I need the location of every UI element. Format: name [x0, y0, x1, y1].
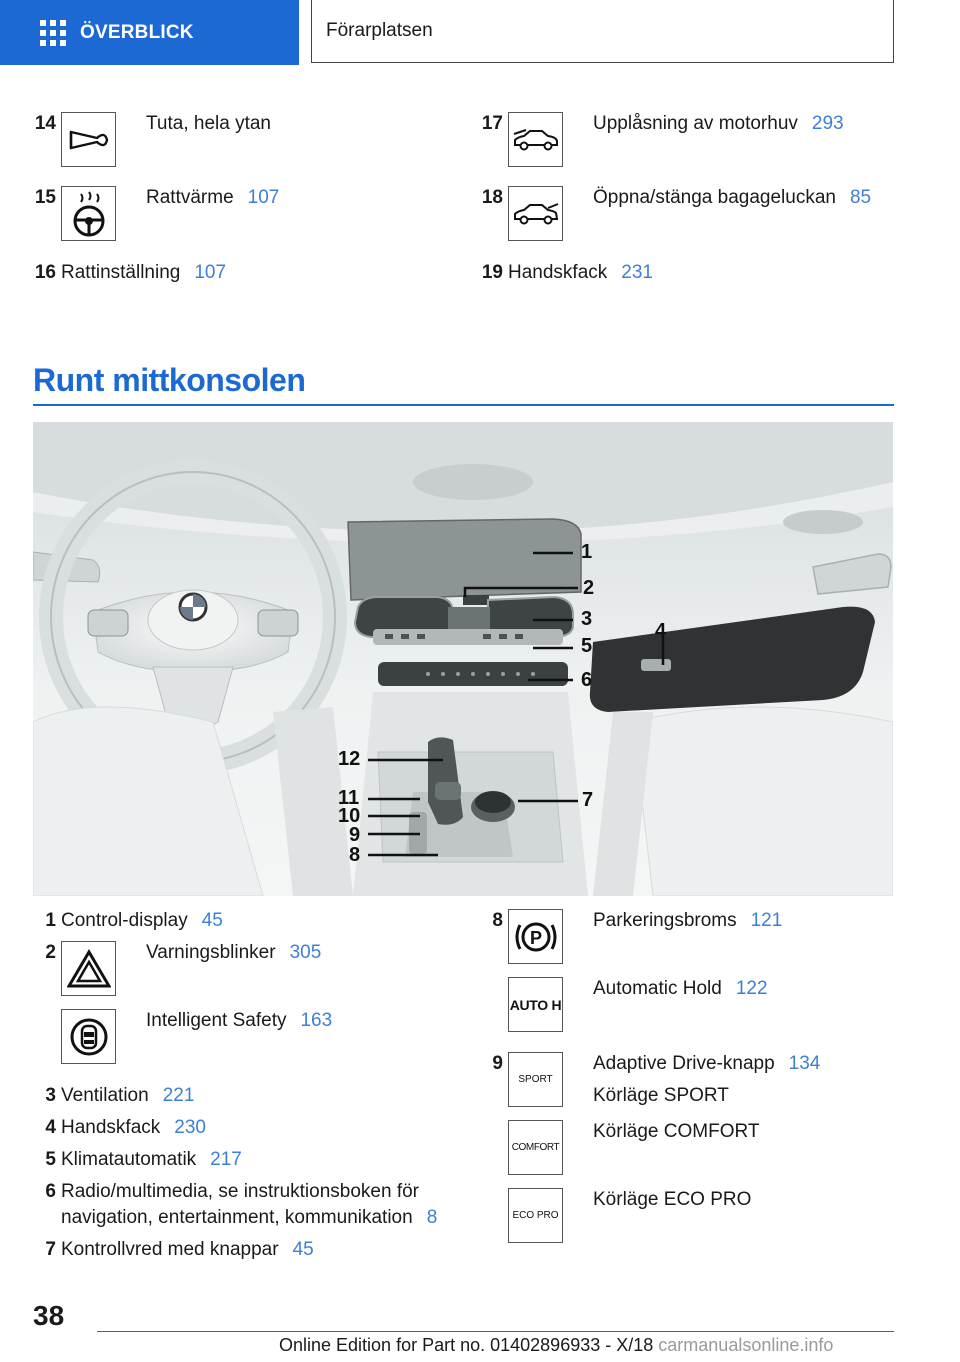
item-number: 7	[45, 1239, 56, 1260]
car-hood-icon	[508, 112, 563, 167]
grid-menu-icon	[40, 20, 66, 46]
callout-number: 6	[581, 669, 593, 691]
page-ref-link[interactable]: 221	[162, 1085, 195, 1106]
sport-button-icon	[508, 1052, 563, 1107]
callout-number: 7	[582, 789, 594, 811]
item-number: 16	[34, 262, 56, 283]
page-ref-link[interactable]: 134	[788, 1053, 821, 1074]
page-number: 38	[33, 1300, 65, 1331]
item-number: 6	[45, 1181, 56, 1202]
item-label: Adaptive Drive-knapp 134	[593, 1053, 821, 1074]
item-label: Rattinställning 107	[61, 262, 227, 283]
page-ref-link[interactable]: 85	[849, 187, 872, 208]
item-number: 3	[45, 1085, 56, 1106]
item-number: 15	[34, 187, 56, 208]
item-number: 14	[34, 113, 56, 134]
item-label: Tuta, hela ytan	[146, 113, 271, 134]
item-label: Control-display 45	[61, 910, 223, 931]
item-label: Ventilation 221	[61, 1085, 195, 1106]
item-number: 5	[45, 1149, 56, 1170]
horn-icon	[61, 112, 116, 167]
callout-number: 3	[581, 608, 593, 630]
item-number: 8	[492, 910, 503, 931]
callout-number: 5	[581, 635, 593, 657]
page-ref-link[interactable]: 217	[210, 1149, 242, 1170]
callout-number: 2	[583, 577, 595, 599]
page-ref-link[interactable]: 107	[194, 262, 227, 283]
page-ref-link[interactable]: 231	[621, 262, 653, 283]
steering-wheel-heating-icon	[61, 186, 116, 241]
item-label: Klimatautomatik 217	[61, 1149, 242, 1170]
page-ref-link[interactable]: 293	[811, 113, 844, 134]
item-label: Öppna/stänga bagageluckan 85	[593, 187, 872, 208]
page-ref-link[interactable]: 45	[292, 1239, 314, 1260]
footer-watermark: carmanualsonline.info	[658, 1335, 834, 1355]
callout-number: 12	[338, 748, 361, 770]
item-label: Körläge ECO PRO	[593, 1189, 752, 1210]
item-label: Upplåsning av motorhuv 293	[593, 113, 844, 134]
footer-edition-text: Online Edition for Part no. 01402896933 - X/18	[279, 1335, 654, 1355]
section-heading: Runt mittkonsolen	[33, 362, 306, 398]
callout-number: 9	[349, 824, 361, 846]
hazard-warning-icon	[61, 941, 116, 996]
eco-pro-button-icon	[508, 1188, 563, 1243]
section-divider	[33, 404, 894, 406]
item-number: 1	[45, 910, 56, 931]
comfort-icon-text: COMFORT	[511, 1142, 560, 1153]
center-console-photo	[33, 422, 893, 896]
callout-number: 4	[655, 620, 667, 642]
footer-divider	[97, 1331, 894, 1332]
page-title-text: Förarplatsen	[326, 20, 433, 41]
item-label: Intelligent Safety 163	[146, 1010, 333, 1031]
page-ref-link[interactable]: 122	[735, 978, 768, 999]
comfort-button-icon	[508, 1120, 563, 1175]
auto-hold-icon	[508, 977, 563, 1032]
item-number: 2	[45, 942, 56, 963]
callout-number: 8	[349, 844, 361, 866]
page-ref-link[interactable]: 45	[201, 910, 223, 931]
callout-number: 1	[581, 541, 593, 563]
eco-pro-icon-text: ECO PRO	[512, 1210, 559, 1221]
sport-icon-text: SPORT	[518, 1074, 553, 1085]
item-label: Radio/multimedia, se instruktionsboken för	[61, 1181, 420, 1202]
parking-brake-icon	[508, 909, 563, 964]
footer-text	[279, 1335, 833, 1356]
item-number: 18	[481, 187, 503, 208]
page-ref-link[interactable]: 8	[426, 1207, 438, 1228]
page-ref-link[interactable]: 230	[174, 1117, 206, 1138]
item-number: 9	[492, 1053, 503, 1074]
item-label: Handskfack 231	[508, 262, 653, 283]
page-ref-link[interactable]: 305	[289, 942, 322, 963]
callout-number: 10	[338, 805, 361, 827]
item-label: navigation, entertainment, kommunikation 8	[61, 1207, 438, 1228]
item-number: 17	[481, 113, 503, 134]
item-label: Kontrollvred med knappar 45	[61, 1239, 314, 1260]
section-tab-label: ÖVERBLICK	[80, 21, 194, 43]
svg-text:P: P	[529, 927, 542, 948]
item-label: Automatic Hold 122	[593, 978, 768, 999]
page-ref-link[interactable]: 107	[247, 187, 280, 208]
item-sublabel: Körläge SPORT	[593, 1085, 729, 1106]
page-title	[311, 0, 894, 63]
page-ref-link[interactable]: 163	[300, 1010, 333, 1031]
item-number: 4	[45, 1117, 56, 1138]
intelligent-safety-icon	[61, 1009, 116, 1064]
auto-hold-icon-text: AUTO H	[509, 996, 562, 1013]
item-label: Parkeringsbroms 121	[593, 910, 783, 931]
item-label: Rattvärme 107	[146, 187, 280, 208]
callout-number: 11	[338, 787, 360, 809]
item-number: 19	[481, 262, 503, 283]
item-label: Handskfack 230	[61, 1117, 206, 1138]
section-tab-overview[interactable]	[0, 0, 299, 65]
item-label: Körläge COMFORT	[593, 1121, 760, 1142]
car-trunk-icon	[508, 186, 563, 241]
page-ref-link[interactable]: 121	[750, 910, 783, 931]
item-label: Varningsblinker 305	[146, 942, 322, 963]
